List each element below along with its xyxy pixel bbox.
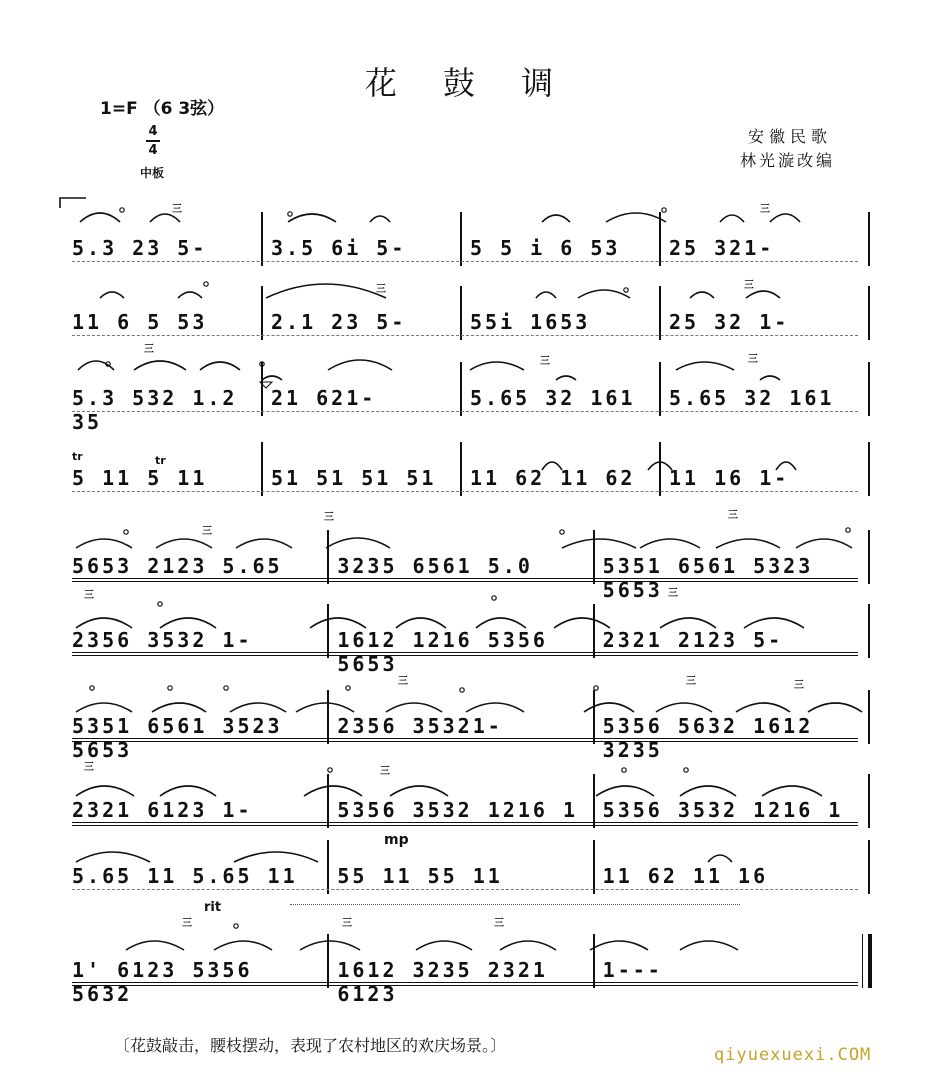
beam-underline bbox=[72, 652, 858, 656]
beam-underline bbox=[72, 578, 858, 582]
beam-underline bbox=[72, 889, 858, 890]
score-measure: 11 62 11 62 bbox=[470, 466, 636, 490]
barline bbox=[593, 690, 595, 744]
score-measure: 2356 3532 1- bbox=[72, 628, 253, 652]
barline bbox=[868, 362, 870, 416]
svg-text:三: 三 bbox=[686, 676, 696, 687]
score-measure: 55i 1653 bbox=[470, 310, 591, 334]
svg-text:三: 三 bbox=[324, 512, 334, 523]
svg-text:三: 三 bbox=[668, 588, 678, 599]
svg-text:三: 三 bbox=[760, 204, 770, 215]
page-title: 花 鼓 调 bbox=[364, 64, 572, 102]
score-measure: 51 51 51 51 bbox=[271, 466, 437, 490]
barline bbox=[460, 212, 462, 266]
site-watermark: qiyuexuexi.COM bbox=[714, 1045, 872, 1065]
svg-text:三: 三 bbox=[380, 766, 390, 777]
svg-text:三: 三 bbox=[748, 354, 758, 365]
barline bbox=[593, 934, 595, 988]
barline bbox=[868, 690, 870, 744]
barline bbox=[593, 840, 595, 894]
score-measure: 3235 6561 5.0 bbox=[337, 554, 533, 578]
score-measure: 5351 6561 3523 5653 bbox=[72, 714, 283, 762]
score-measure: 11 62 11 16 bbox=[602, 864, 769, 888]
svg-text:三: 三 bbox=[540, 356, 550, 367]
score-measure: 2.1 23 5- bbox=[271, 310, 407, 334]
score-measure: 3.5 6i 5- bbox=[271, 236, 407, 260]
barline bbox=[261, 212, 263, 266]
barline bbox=[327, 690, 329, 744]
barline bbox=[261, 286, 263, 340]
barline bbox=[261, 442, 263, 496]
score-measure: 1--- bbox=[602, 958, 663, 982]
barline bbox=[868, 604, 870, 658]
score-measure: 1' 6123 5356 5632 bbox=[72, 958, 253, 1006]
score-measure: 55 11 55 11 bbox=[337, 864, 503, 888]
svg-text:三: 三 bbox=[342, 918, 352, 929]
score-measure: 2321 6123 1- bbox=[72, 798, 253, 822]
barline bbox=[868, 442, 870, 496]
trill-mark: tr bbox=[155, 454, 166, 467]
score-measure: 25 321- bbox=[669, 236, 775, 260]
barline bbox=[460, 442, 462, 496]
score-measure: 5.65 32 161 bbox=[669, 386, 835, 410]
barline bbox=[868, 840, 870, 894]
beam-underline bbox=[72, 822, 858, 826]
score-measure: 5.65 32 161 bbox=[470, 386, 636, 410]
barline bbox=[460, 286, 462, 340]
meter-bottom: 4 bbox=[148, 143, 158, 158]
score-measure: 5351 6561 5323 5653 bbox=[602, 554, 814, 602]
barline bbox=[460, 362, 462, 416]
beam-underline bbox=[72, 261, 858, 262]
score-measure: 21 621- bbox=[271, 386, 377, 410]
score-measure: 25 32 1- bbox=[669, 310, 790, 334]
barline bbox=[868, 286, 870, 340]
beam-underline bbox=[72, 491, 858, 492]
tempo-marking: 中板 bbox=[140, 166, 165, 180]
svg-text:三: 三 bbox=[398, 676, 408, 687]
key-signature: 1=F （6 3弦） bbox=[100, 99, 225, 119]
beam-underline bbox=[72, 411, 858, 412]
barline bbox=[868, 212, 870, 266]
svg-text:三: 三 bbox=[494, 918, 504, 929]
performance-note: 〔花鼓敲击，腰枝摆动，表现了农村地区的欢庆场景。〕 bbox=[114, 1036, 507, 1055]
song-origin: 安徽民歌 bbox=[748, 127, 833, 146]
score-measure: 5.3 23 5- bbox=[72, 236, 208, 260]
arranger-credit: 林光漩改编 bbox=[740, 151, 836, 170]
beam-underline bbox=[72, 982, 858, 986]
svg-text:三: 三 bbox=[744, 280, 754, 291]
svg-text:三: 三 bbox=[728, 510, 738, 521]
barline bbox=[327, 934, 329, 988]
barline bbox=[659, 442, 661, 496]
score-measure: 1612 1216 5356 5653 bbox=[337, 628, 548, 676]
score-measure: 5 5 i 6 53 bbox=[470, 236, 621, 260]
svg-text:三: 三 bbox=[172, 204, 182, 215]
svg-text:三: 三 bbox=[182, 918, 192, 929]
score-measure: 5356 3532 1216 1 bbox=[337, 798, 578, 822]
score-measure: 2356 35321- bbox=[337, 714, 503, 738]
score-measure: 5653 2123 5.65 bbox=[72, 554, 283, 578]
barline bbox=[593, 530, 595, 584]
meter-bar bbox=[146, 140, 160, 142]
barline bbox=[659, 362, 661, 416]
barline bbox=[593, 774, 595, 828]
barline bbox=[327, 774, 329, 828]
score-measure: 2321 2123 5- bbox=[602, 628, 784, 652]
barline bbox=[327, 530, 329, 584]
beam-underline bbox=[72, 738, 858, 742]
rit-dotted-line bbox=[290, 904, 740, 905]
score-measure: 5 11 5 11 bbox=[72, 466, 208, 490]
final-barline bbox=[862, 934, 863, 988]
svg-text:三: 三 bbox=[84, 762, 94, 773]
svg-text:三: 三 bbox=[84, 590, 94, 601]
svg-text:三: 三 bbox=[202, 526, 212, 537]
score-measure: 5.65 11 5.65 11 bbox=[72, 864, 298, 888]
svg-text:三: 三 bbox=[376, 284, 386, 295]
score-measure: 1612 3235 2321 6123 bbox=[337, 958, 548, 1006]
barline bbox=[659, 286, 661, 340]
score-measure: 5356 5632 1612 3235 bbox=[602, 714, 814, 762]
score-measure: 11 16 1- bbox=[669, 466, 790, 490]
barline bbox=[261, 362, 263, 416]
barline bbox=[868, 774, 870, 828]
svg-text:三: 三 bbox=[794, 680, 804, 691]
barline bbox=[327, 840, 329, 894]
ritardando-mark: rit bbox=[204, 900, 222, 915]
time-signature bbox=[146, 124, 160, 158]
svg-text:三: 三 bbox=[144, 344, 154, 355]
score-measure: 5.3 532 1.2 35 bbox=[72, 386, 238, 434]
beam-underline bbox=[72, 335, 858, 336]
trill-mark: tr bbox=[72, 450, 83, 463]
score-measure: 11 6 5 53 bbox=[72, 310, 208, 334]
barline bbox=[327, 604, 329, 658]
dynamic-mp: mp bbox=[384, 832, 409, 848]
barline bbox=[659, 212, 661, 266]
barline bbox=[868, 530, 870, 584]
score-measure: 5356 3532 1216 1 bbox=[602, 798, 844, 822]
meter-top: 4 bbox=[148, 124, 158, 139]
barline bbox=[868, 934, 872, 988]
barline bbox=[593, 604, 595, 658]
